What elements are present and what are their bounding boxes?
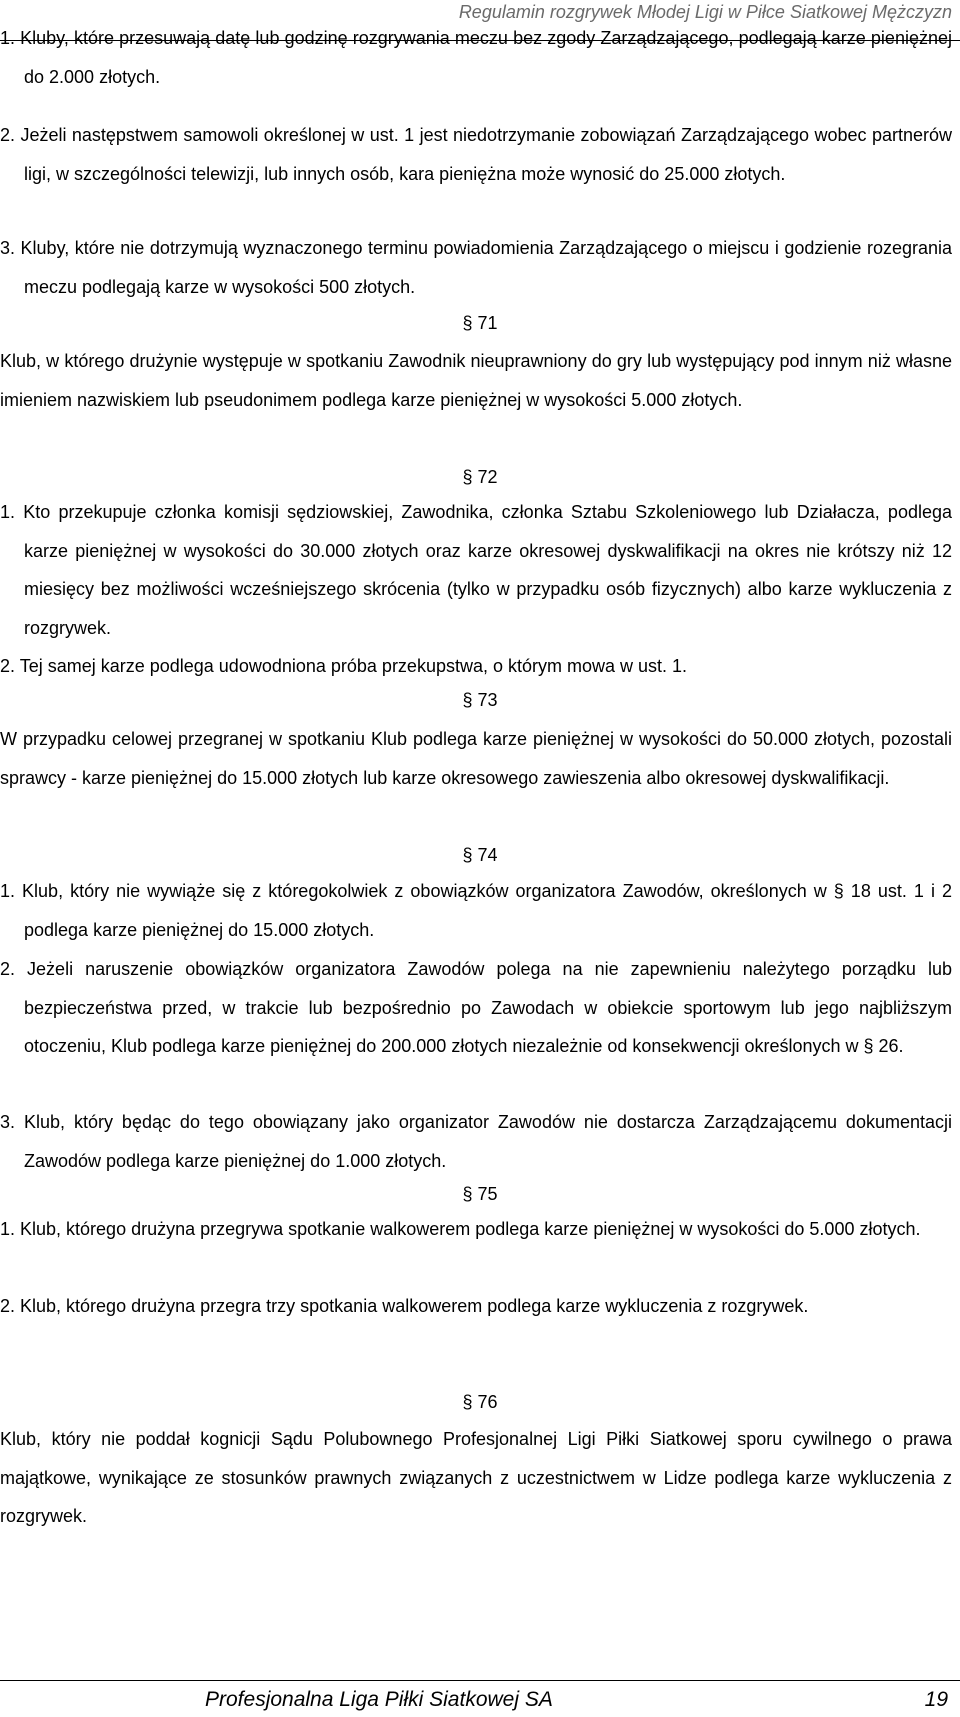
paragraph-72-1: 1. Kto przekupuje członka komisji sędziowskiej, Zawodnika, członka Sztabu Szkoleniowego lub Działacza, podlega karze pieniężnej w wysokości do 30.000 złotych oraz karze okresowej dyskwalifikacji na okres nie krótszy niż 12 miesięcy bez możliwości wcześniejszego skrócenia (tylko w przypadku osób fizycznych) albo karze wykluczenia z rozgrywek. — [0, 502, 952, 638]
footer-publisher: Profesjonalna Liga Piłki Siatkowej SA — [205, 1688, 553, 1711]
paragraph-74-1: 1. Klub, który nie wywiąże się z któregokolwiek z obowiązków organizatora Zawodów, określonych w § 18 ust. 1 i 2 podlega karze pieniężnej do 15.000 złotych. — [0, 881, 952, 940]
paragraph-71: Klub, w którego drużynie występuje w spotkaniu Zawodnik nieuprawniony do gry lub występujący pod innym niż własne imieniem nazwiskiem lub pseudonimem podlega karze pieniężnej w wysokości 5.000 złotych. — [0, 351, 952, 410]
paragraph-75-2: 2. Klub, którego drużyna przegra trzy spotkania walkowerem podlega karze wykluczenia z rozgrywek. — [0, 1296, 809, 1316]
section-72-heading: § 72 — [462, 467, 498, 487]
paragraph-74-3: 3. Klub, który będąc do tego obowiązany jako organizator Zawodów nie dostarcza Zarządzającemu dokumentacji Zawodów podlega karze pieniężnej do 1.000 złotych. — [0, 1112, 952, 1171]
paragraph-70-3: 3. Kluby, które nie dotrzymują wyznaczonego terminu powiadomienia Zarządzającego o miejscu i godzienie rozegrania meczu podlegają karze w wysokości 500 złotych. — [0, 238, 952, 297]
section-71-heading: § 71 — [462, 313, 498, 333]
running-header: Regulamin rozgrywek Młodej Ligi w Piłce Siatkowej Mężczyzn — [458, 2, 952, 22]
footer-rule — [0, 1680, 960, 1681]
paragraph-76: Klub, który nie poddał kognicji Sądu Polubownego Profesjonalnej Ligi Piłki Siatkowej sporu cywilnego o prawa majątkowe, wynikające ze stosunków prawnych związanych z uczestnictwem w Lidze podlega karze wykluczenia z rozgrywek. — [0, 1429, 952, 1526]
section-75-heading: § 75 — [462, 1184, 498, 1204]
paragraph-72-2: 2. Tej samej karze podlega udowodniona próba przekupstwa, o którym mowa w ust. 1. — [0, 656, 688, 676]
section-74-heading: § 74 — [462, 845, 498, 865]
paragraph-70-2: 2. Jeżeli następstwem samowoli określonej w ust. 1 jest niedotrzymanie zobowiązań Zarządzającego wobec partnerów ligi, w szczególności telewizji, lub innych osób, kara pieniężna może wynosić do 25.000 złotych. — [0, 125, 952, 184]
paragraph-70-1: 1. Kluby, które przesuwają datę lub godzinę rozgrywania meczu bez zgody Zarządzającego, podlegają karze pieniężnej do 2.000 złotych. — [0, 28, 952, 87]
paragraph-75-1: 1. Klub, którego drużyna przegrywa spotkanie walkowerem podlega karze pieniężnej w wysokości do 5.000 złotych. — [0, 1219, 921, 1239]
page-number: 19 — [924, 1688, 948, 1711]
paragraph-73: W przypadku celowej przegranej w spotkaniu Klub podlega karze pieniężnej w wysokości do 50.000 złotych, pozostali sprawcy - karze pieniężnej do 15.000 złotych lub karze okresowego zawieszenia albo okresowej dyskwalifikacji. — [0, 729, 952, 788]
section-73-heading: § 73 — [462, 690, 498, 710]
paragraph-74-2: 2. Jeżeli naruszenie obowiązków organizatora Zawodów polega na nie zapewnieniu należytego porządku lub bezpieczeństwa przed, w trakcie lub bezpośrednio po Zawodach w obiekcie sportowym lub jego najbliższym otoczeniu, Klub podlega karze pieniężnej do 200.000 złotych niezależnie od konsekwencji określonych w § 26. — [0, 959, 952, 1056]
section-76-heading: § 76 — [462, 1392, 498, 1412]
